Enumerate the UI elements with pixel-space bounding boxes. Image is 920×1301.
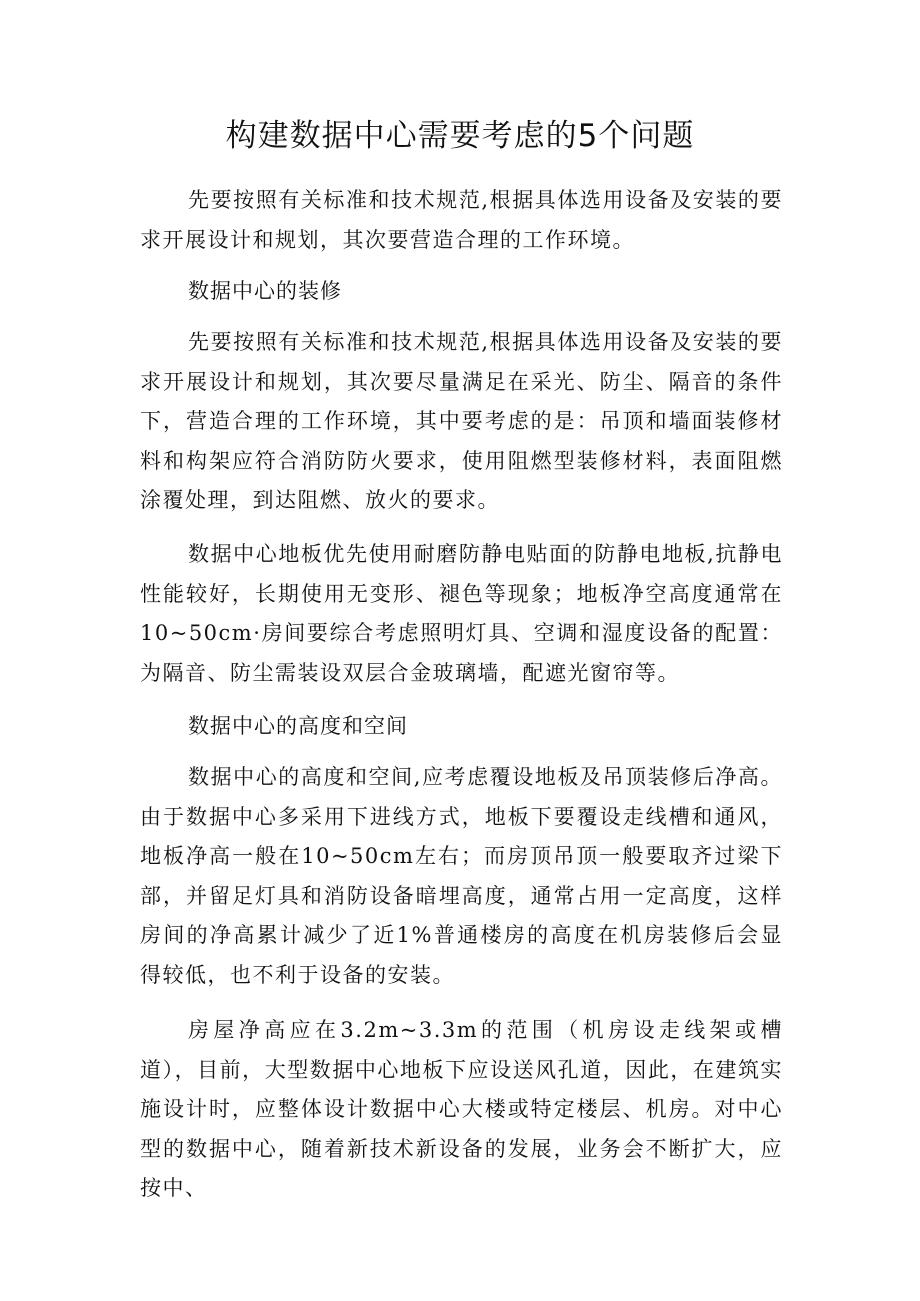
paragraph-decoration: 先要按照有关标准和技术规范,根据具体选用设备及安装的要求开展设计和规划，其次要尽量满足在采光、防尘、隔音的条件下，营造合理的工作环境，其中要考虑的是：吊顶和墙面装修材料和构架应符合消防防火要求，使用阻燃型装修材料，表面阻燃涂覆处理，到达阻燃、放火的要求。 (140, 330, 783, 513)
section-heading-decoration: 数据中心的装修 (188, 279, 342, 303)
document-title: 构建数据中心需要考虑的5个问题 (225, 118, 695, 154)
section-heading-height-space: 数据中心的高度和空间 (188, 714, 408, 738)
paragraph-floor: 数据中心地板优先使用耐磨防静电贴面的防静电地板,抗静电性能较好，长期使用无变形、褪色等现象；地板净空高度通常在10~50cm·房间要综合考虑照明灯具、空调和湿度设备的配置：为隔音、防尘需装设双层合金玻璃墙，配遮光窗帘等。 (140, 542, 783, 685)
paragraph-room-height: 房屋净高应在3.2m~3.3m的范围（机房设走线架或槽道），目前，大型数据中心地板下应设送风孔道，因此，在建筑实施设计时，应整体设计数据中心大楼或特定楼层、机房。对中心型的数据中心，随着新技术新设备的发展，业务会不断扩大，应按中、 (140, 1018, 783, 1201)
paragraph-intro: 先要按照有关标准和技术规范,根据具体选用设备及安装的要求开展设计和规划，其次要营造合理的工作环境。 (140, 188, 783, 252)
paragraph-height-space: 数据中心的高度和空间,应考虑覆设地板及吊顶装修后净高。由于数据中心多采用下进线方式，地板下要覆设走线槽和通风，地板净高一般在10~50cm左右；而房顶吊顶一般要取齐过梁下部，并留足灯具和消防设备暗埋高度，通常占用一定高度，这样房间的净高累计减少了近1%普通楼房的高度在机房装修后会显得较低，也不利于设备的安装。 (140, 765, 783, 987)
